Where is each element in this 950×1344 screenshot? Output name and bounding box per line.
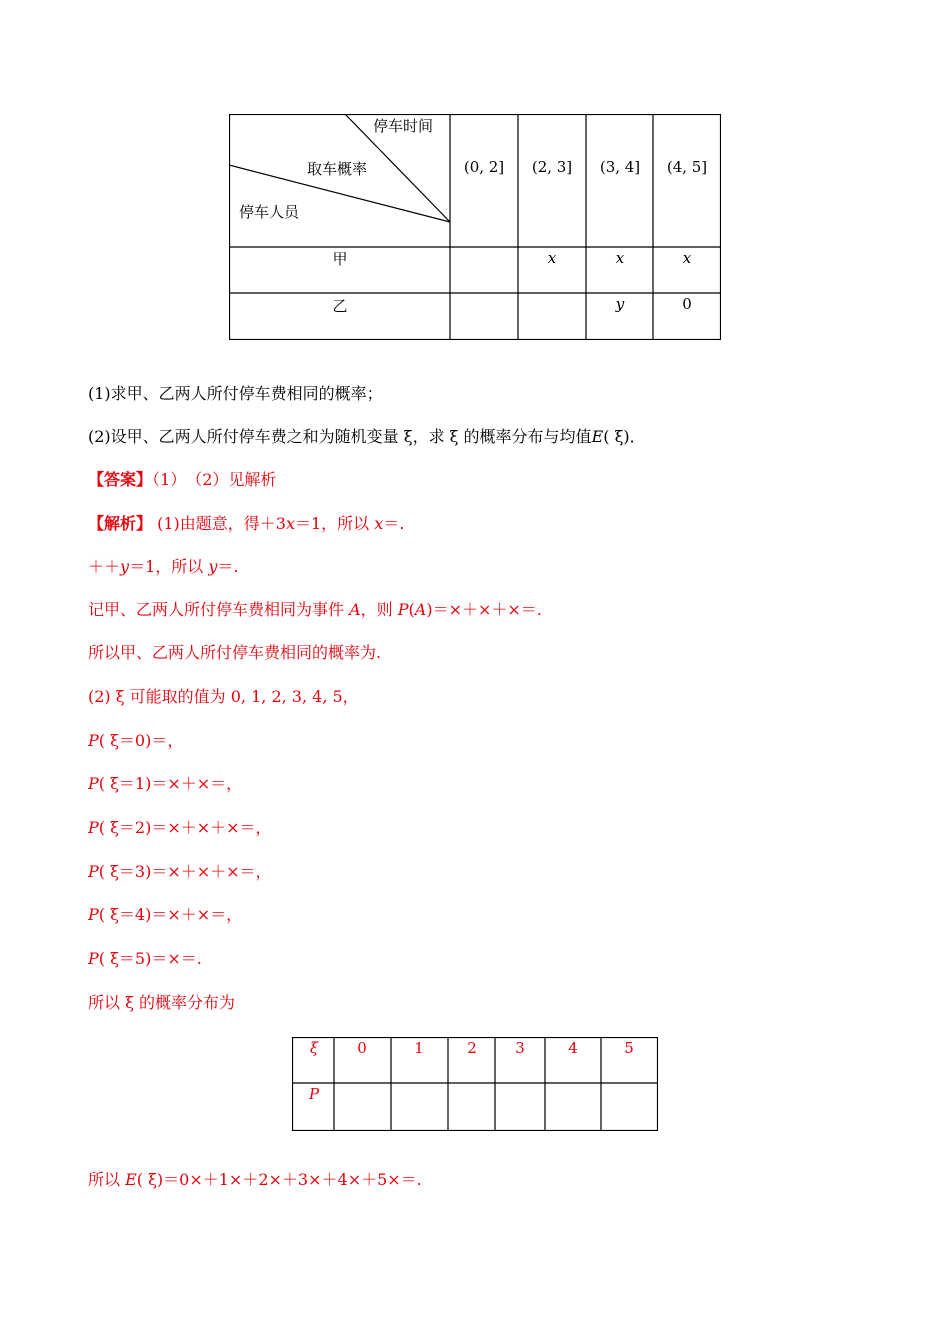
var-x: x bbox=[285, 514, 295, 533]
var-p: P bbox=[88, 905, 99, 924]
var-p: P bbox=[88, 949, 99, 968]
distribution-intro: 所以 ξ 的概率分布为 bbox=[88, 993, 235, 1012]
analysis-line-1 bbox=[88, 514, 404, 534]
var-p: P bbox=[88, 862, 99, 881]
analysis-text: 记甲、乙两人所付停车费相同为事件 bbox=[88, 600, 350, 619]
var-y: y bbox=[208, 557, 218, 576]
question-2-suffix: ( ξ)． bbox=[603, 427, 646, 446]
prob-text: ( ξ＝5)＝×＝. bbox=[98, 949, 202, 968]
answer-label: 【答案】 bbox=[88, 470, 153, 489]
table-cell: 0 bbox=[682, 295, 692, 313]
header-interval: (2, 3] bbox=[531, 158, 573, 176]
p-row-label: P bbox=[308, 1085, 320, 1103]
table-cell: y bbox=[615, 295, 625, 313]
var-p: P bbox=[397, 600, 409, 619]
xi-value: 5 bbox=[624, 1039, 634, 1057]
prob-line bbox=[88, 862, 272, 882]
corner-label-person: 停车人员 bbox=[239, 203, 300, 221]
analysis-text: ( bbox=[408, 600, 415, 619]
prob-line bbox=[88, 774, 242, 794]
prob-line bbox=[88, 949, 202, 969]
prob-text: ( ξ＝2)＝×＋×＋×＝， bbox=[98, 818, 272, 837]
answer-line bbox=[88, 470, 276, 490]
analysis-text: ，则 bbox=[360, 600, 398, 619]
xi-value: 3 bbox=[515, 1039, 525, 1057]
prob-line bbox=[88, 905, 242, 925]
header-interval: (0, 2] bbox=[463, 158, 505, 176]
var-x: x bbox=[374, 514, 384, 533]
var-a: A bbox=[414, 600, 427, 619]
var-p: P bbox=[88, 818, 99, 837]
expectation-text: 所以 bbox=[88, 1170, 126, 1189]
analysis-text: ＝. bbox=[217, 557, 239, 576]
analysis-line-4: 所以甲、乙两人所付停车费相同的概率为. bbox=[88, 643, 382, 662]
xi-header: ξ bbox=[309, 1039, 319, 1057]
analysis-text: ＝1，所以 bbox=[129, 557, 209, 576]
expectation-line bbox=[88, 1170, 422, 1190]
question-2-text: (2)设甲、乙两人所付停车费之和为随机变量 ξ，求 ξ 的概率分布与均值 bbox=[88, 427, 592, 446]
question-1: (1)求甲、乙两人所付停车费相同的概率； bbox=[88, 384, 383, 403]
header-interval: (3, 4] bbox=[599, 158, 641, 176]
corner-label-time: 停车时间 bbox=[373, 117, 434, 135]
analysis-line-5: (2) ξ 可能取的值为 0, 1, 2, 3, 4, 5， bbox=[88, 687, 359, 706]
prob-line bbox=[88, 731, 183, 751]
prob-text: ( ξ＝4)＝×＋×＝， bbox=[98, 905, 243, 924]
analysis-text: ＝1，所以 bbox=[295, 514, 375, 533]
expectation-text: ( ξ)＝0×＋1×＋2×＋3×＋4×＋5×＝. bbox=[136, 1170, 422, 1189]
xi-value: 0 bbox=[357, 1039, 367, 1057]
prob-text: ( ξ＝3)＝×＋×＋×＝， bbox=[98, 862, 272, 881]
xi-value: 1 bbox=[414, 1039, 424, 1057]
xi-value: 2 bbox=[467, 1039, 477, 1057]
analysis-text: )＝×＋×＋×＝. bbox=[426, 600, 542, 619]
question-2 bbox=[88, 427, 646, 447]
prob-text: ( ξ＝0)＝， bbox=[98, 731, 184, 750]
var-p: P bbox=[88, 774, 99, 793]
distribution-table bbox=[292, 1037, 658, 1131]
row-label-yi: 乙 bbox=[332, 297, 348, 315]
table-cell: x bbox=[682, 249, 692, 267]
table-cell: x bbox=[547, 249, 557, 267]
row-label-jia: 甲 bbox=[332, 250, 348, 268]
var-y: y bbox=[120, 557, 130, 576]
table-cell: x bbox=[615, 249, 625, 267]
analysis-line-3 bbox=[88, 600, 542, 620]
prob-text: ( ξ＝1)＝×＋×＝， bbox=[98, 774, 243, 793]
analysis-text: ＋＋ bbox=[88, 557, 121, 576]
var-p: P bbox=[88, 731, 99, 750]
answer-text: （1） （2）见解析 bbox=[152, 470, 277, 489]
var-a: A bbox=[349, 600, 361, 619]
prob-line bbox=[88, 818, 272, 838]
analysis-line-2 bbox=[88, 557, 238, 577]
parking-table bbox=[229, 114, 721, 340]
xi-value: 4 bbox=[568, 1039, 578, 1057]
analysis-text: (1)由题意，得＋3 bbox=[157, 514, 286, 533]
analysis-text: ＝. bbox=[383, 514, 405, 533]
parking-table-grid bbox=[229, 114, 721, 340]
analysis-label: 【解析】 bbox=[88, 514, 153, 533]
corner-label-probability: 取车概率 bbox=[307, 160, 368, 178]
question-2-e: E bbox=[591, 427, 604, 446]
header-interval: (4, 5] bbox=[666, 158, 708, 176]
var-e: E bbox=[125, 1170, 137, 1189]
